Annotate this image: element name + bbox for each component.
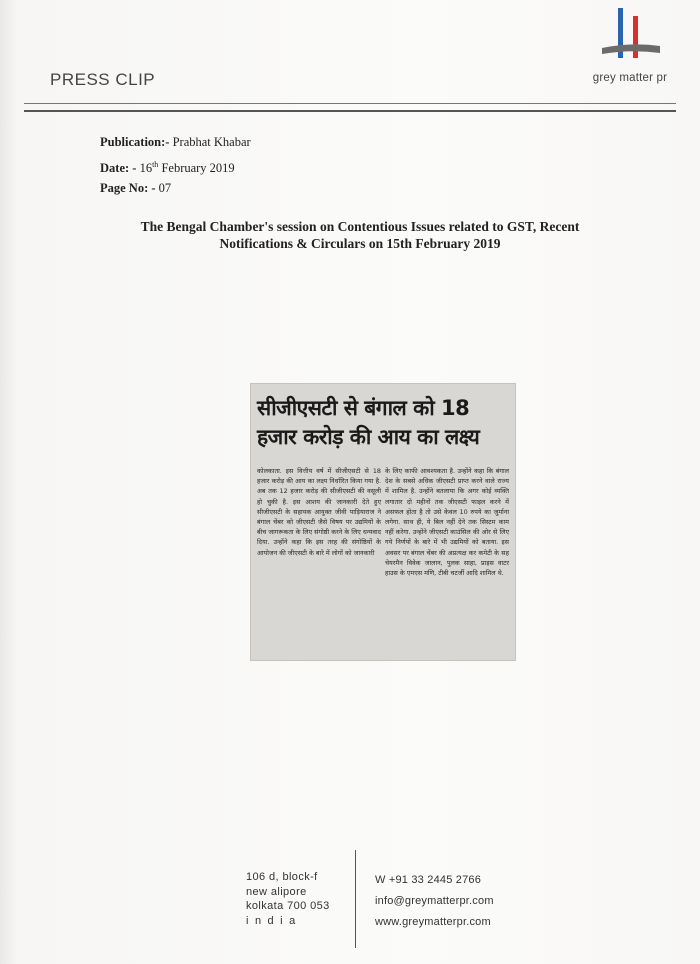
event-headline — [120, 218, 600, 252]
header-rule-thin — [24, 103, 676, 104]
footer-email: info@greymatterpr.com — [375, 895, 494, 907]
address-line-2: new alipore — [246, 885, 307, 898]
publication-row — [100, 134, 251, 157]
address-line-3: kolkata 700 053 — [246, 900, 330, 912]
footer-contact — [375, 870, 575, 933]
page-value: 07 — [158, 181, 172, 195]
publication-label: Publication:- — [100, 135, 170, 149]
headline-line-1: The Bengal Chamber's session on Contentious Issues related to GST, Recent — [140, 219, 580, 234]
clipping-left-column: कोलकाता. इस वित्तीय वर्ष में सीजीएसटी से 18 हजार करोड़ की आय का लक्ष्य निर्धारित किया गया है. अब तक 12 हजार करोड़ की सीजीएसटी की वसूली हो चुकी है. इस आशय की जानकारी देते हुए सीजीएसटी के सहायक आयुक्त जीवी पाड़ियाराज ने बंगाल चेंबर को जीएसटी जैसे विषय पर उद्यमियों के बीच जागरूकता के लिए संगोष्ठी करने के लिए धन्यवाद दिया. उन्होंने कहा कि इस तरह की संगोष्ठियों के आयोजन की जीएसटी के बारे में लोगों को जानकारी — [257, 467, 381, 557]
address-line-4: india — [246, 914, 302, 927]
date-label: Date: - — [100, 161, 137, 176]
footer-phone: W +91 33 2445 2766 — [375, 874, 482, 886]
clip-metadata — [100, 134, 251, 203]
clipping-headline-line-2: हजार करोड़ की आय का लक्ष्य — [257, 425, 480, 449]
date-row — [100, 157, 251, 180]
clipping-right-column: के लिए काफी आवश्यकता है. उन्होंने कहा कि बंगाल देश के सबसे अधिक जीएसटी प्राप्त करने वाले राज्य में शामिल है. उन्होंने बतलाया कि अगर कोई व्यक्ति लगातार दो महीनों तक जीएसटी फाइल करने में असफल होता है तो उसे केवल 10 रुपये का जुर्माना लगेगा. साथ ही, ये बिल नहीं देने तक सिस्टम काम नहीं करेगा. उन्होंने जीएसटी काउंसिल की ओर से लिए गये निर्णयों के बारे में भी उद्यमियों को बताया. इस अवसर पर बंगाल चेंबर की अप्रत्यक्ष कर कमेटी के सह चेयरमैन विवेक जालान, पुलक साहा, प्राइस वाटर हाउस के एमएस मणि, टीबी चटर्जी आदि शामिल थे. — [385, 467, 509, 578]
clipping-headline-line-1: सीजीएसटी से बंगाल को 18 — [257, 396, 470, 420]
newspaper-clipping — [251, 384, 515, 660]
brand-name: grey matter pr — [592, 72, 668, 84]
header-rule-thick — [24, 110, 676, 112]
clipping-headline — [257, 394, 509, 452]
footer-divider — [355, 850, 356, 948]
headline-line-2: Notifications & Circulars on 15th February 2019 — [219, 236, 501, 251]
publication-value: Prabhat Khabar — [172, 135, 251, 149]
address-line-1: 106 d, block-f — [246, 871, 318, 883]
date-rest: February 2019 — [161, 161, 235, 176]
page-row — [100, 180, 251, 203]
footer-website: www.greymatterpr.com — [375, 916, 491, 928]
page-label: Page No: - — [100, 181, 156, 195]
date-suffix: th — [152, 160, 159, 169]
footer-address — [246, 870, 336, 928]
grey-matter-logo-icon — [596, 6, 666, 68]
press-clip-title: PRESS CLIP — [50, 70, 156, 89]
date-day: 16 — [139, 161, 153, 176]
